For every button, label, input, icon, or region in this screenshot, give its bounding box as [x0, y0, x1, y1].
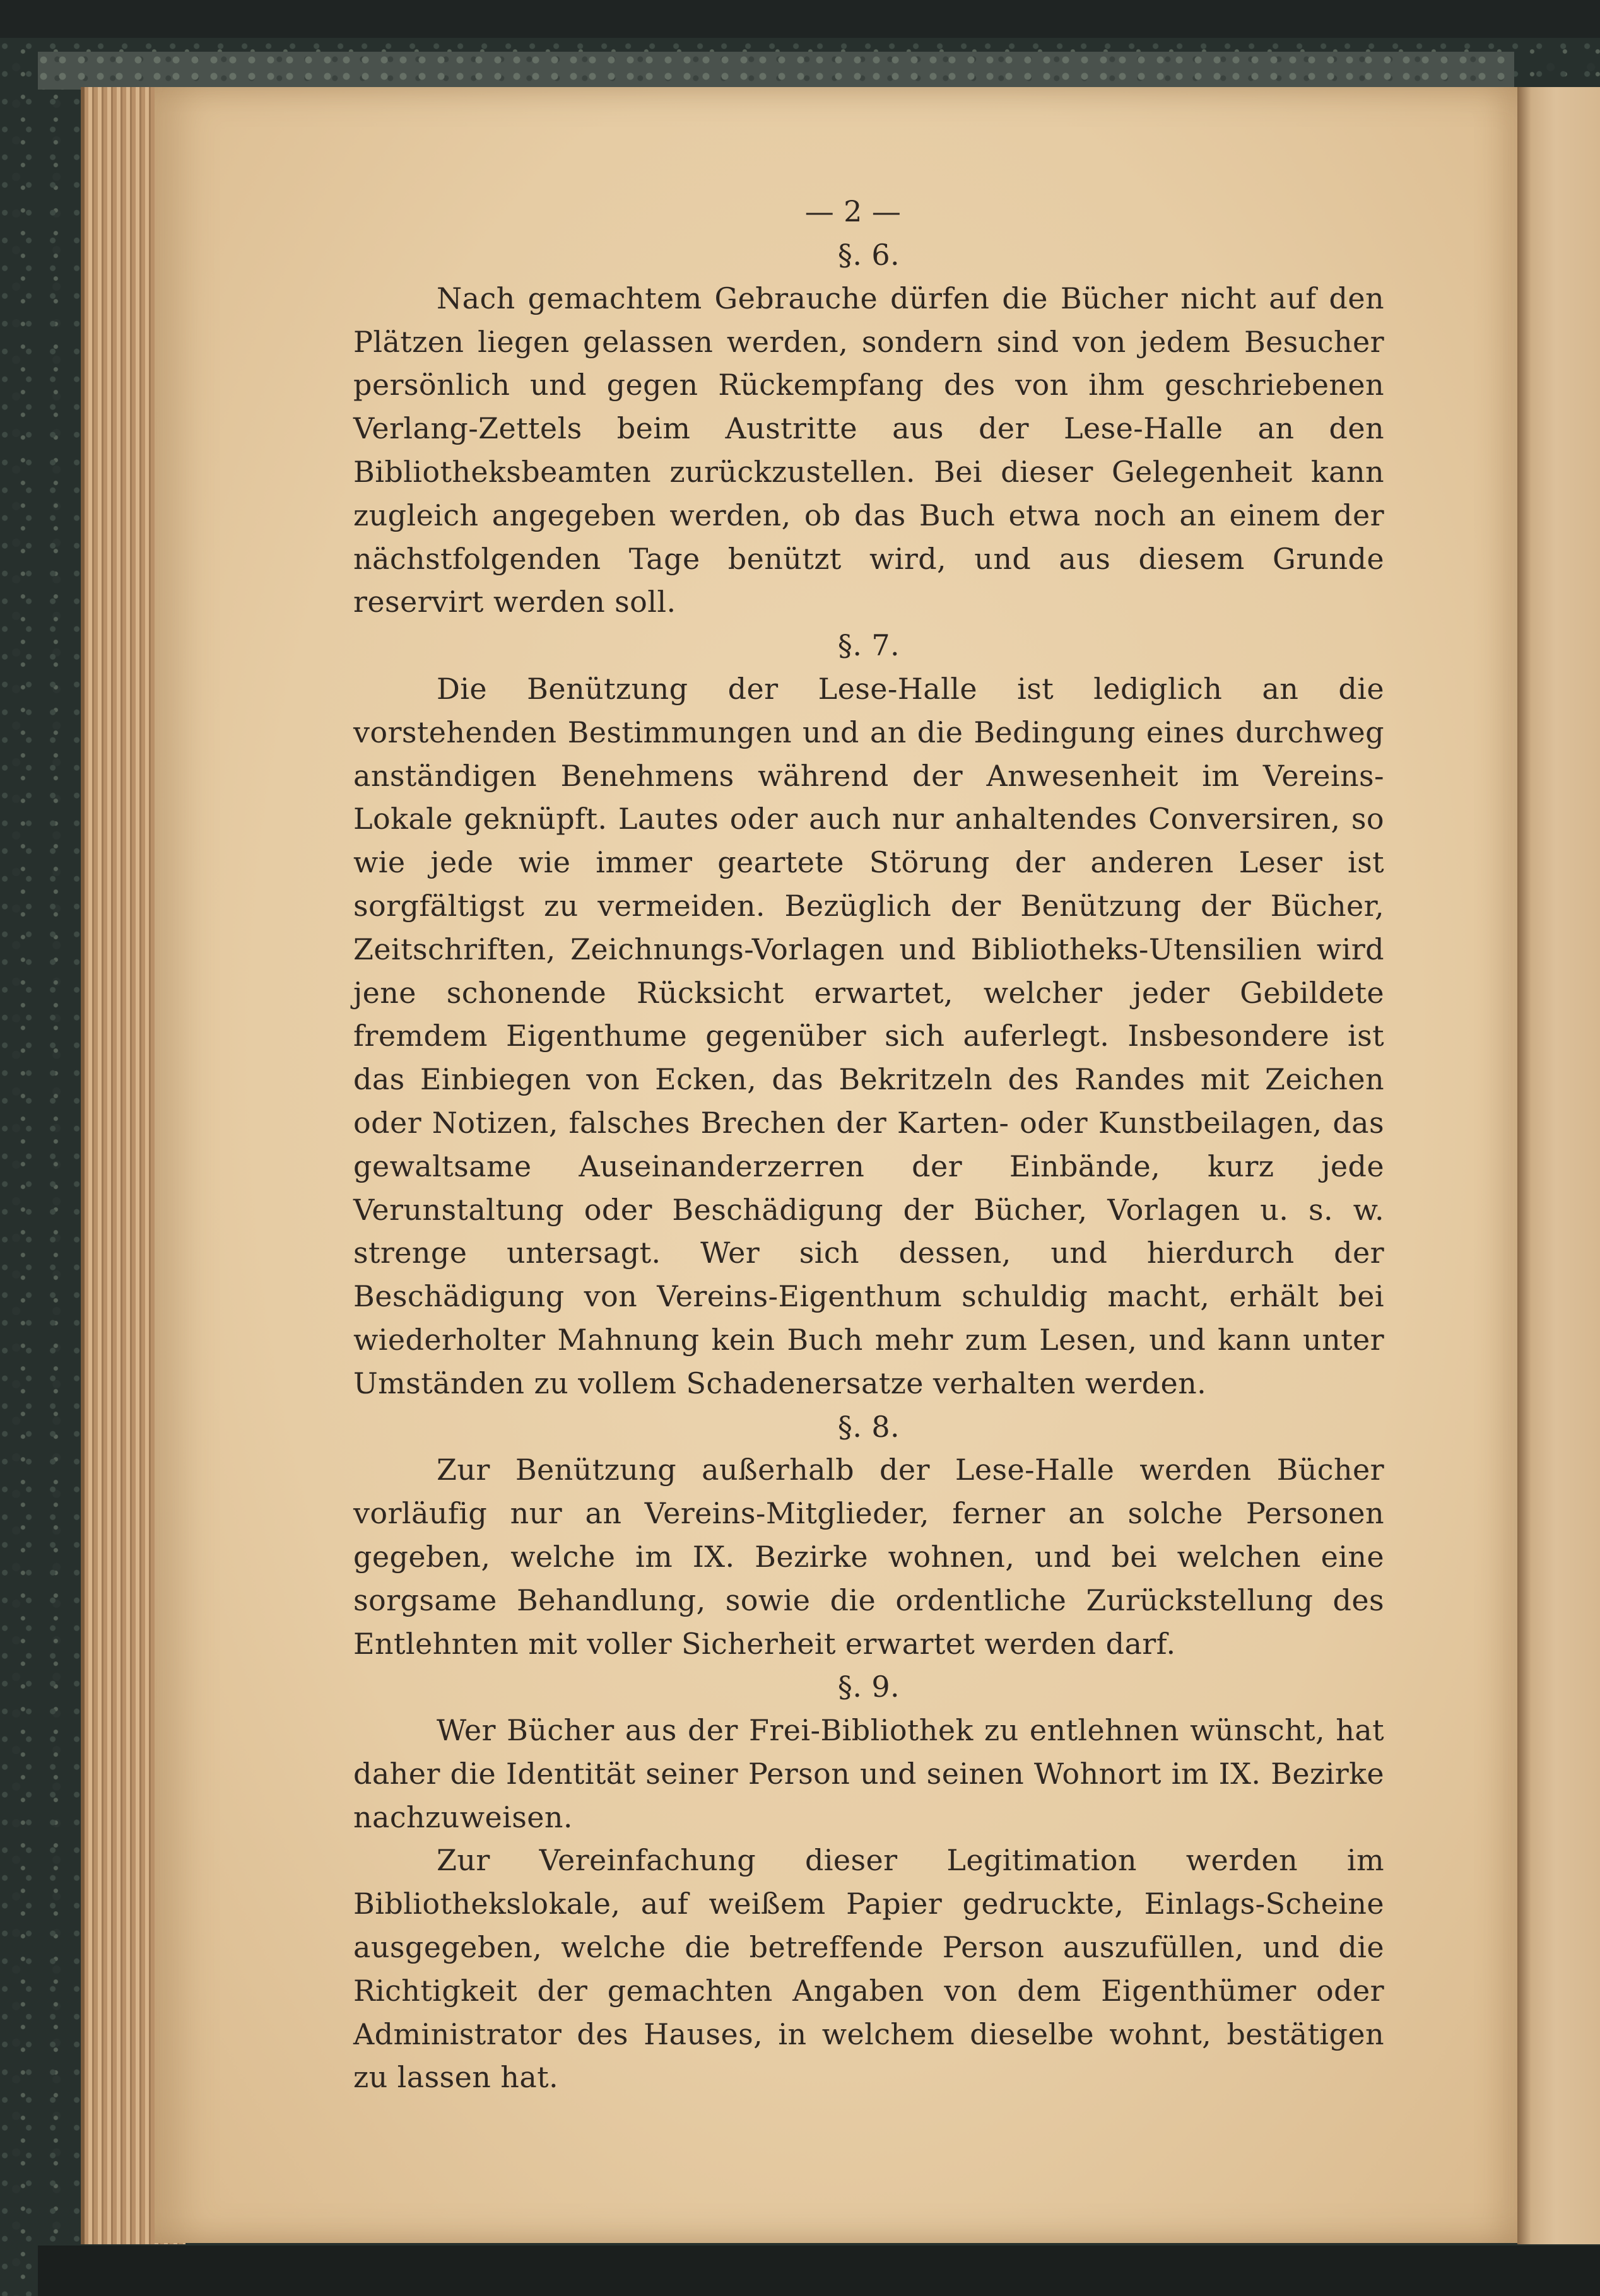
- cover-marbled-edge: [38, 52, 1514, 90]
- paragraph: Zur Benützung außerhalb der Lese-Halle werden Bücher vorläufig nur an Vereins-Mitglieder, ferner an solche Personen gegeben, welche im IX. Bezirke wohnen, und bei welchen eine sorgsame Behandlung, sowie die ordentliche Zurückstellung des Entlehnten mit voller Sicherheit erwartet werden darf.: [353, 1453, 1384, 1661]
- page-number: — 2 —: [804, 194, 902, 228]
- facing-page-edge: [1517, 87, 1600, 2244]
- paragraph: Zur Vereinfachung dieser Legitimation werden im Bibliothekslokale, auf weißem Papier gedruckte, Einlags-Scheine ausgegeben, welche die betreffende Person auszufüllen, und die Richtigkeit der gemachten Angaben von dem Eigenthümer oder Administrator des Hauses, in welchem dieselbe wohnt, bestätigen zu lassen hat.: [353, 1843, 1384, 2095]
- section-title: §. 7.: [837, 628, 900, 663]
- paragraph: Die Benützung der Lese-Halle ist lediglich an die vorstehenden Bestimmungen und an die Bedingung eines durchweg anständigen Benehmens während der Anwesenheit im Vereins-Lokale geknüpft. Lautes oder auch nur anhaltendes Conversiren, so wie jede wie immer geartete Störung der anderen Leser ist sorgfältigst zu vermeiden. Bezüglich der Benützung der Bücher, Zeitschriften, Zeichnungs-Vorlagen und Bibliotheks-Utensilien wird jene schonende Rücksicht erwartet, welcher jeder Gebildete fremdem Eigenthume gegenüber sich auferlegt. Insbesondere ist das Einbiegen von Ecken, das Bekritzeln des Randes mit Zeichen oder Notizen, falsches Brechen der Karten- oder Kunstbeilagen, das gewaltsame Auseinanderzerren der Einbände, kurz jede Verunstaltung oder Beschädigung der Bücher, Vorlagen u. s. w. strenge untersagt. Wer sich dessen, und hierdurch der Beschädigung von Vereins-Eigenthum schuldig macht, erhält bei wiederholter Mahnung kein Buch mehr zum Lesen, und kann unter Umständen zu vollem Schadenersatze verhalten werden.: [353, 671, 1384, 1400]
- cover-bottom-edge: [38, 2246, 1600, 2296]
- paragraph: Nach gemachtem Gebrauche dürfen die Bücher nicht auf den Plätzen liegen gelassen werden, sondern sind von jedem Besucher persönlich und gegen Rückempfang des von ihm geschriebenen Verlang-Zettels beim Austritte aus der Lese-Halle an den Bibliotheksbeamten zurückzustellen. Bei dieser Gelegenheit kann zugleich angegeben werden, ob das Buch etwa noch an einem der nächstfolgenden Tage benützt wird, und aus diesem Grunde reservirt werden soll.: [353, 281, 1384, 619]
- paragraph: Wer Bücher aus der Frei-Bibliothek zu entlehnen wünscht, hat daher die Identität seiner Person und seinen Wohnort im IX. Bezirke nachzuweisen.: [353, 1713, 1384, 1834]
- section-title: §. 8.: [837, 1409, 900, 1444]
- section-title: §. 9.: [837, 1670, 900, 1704]
- page-text: [353, 189, 1384, 2099]
- section-title: §. 6.: [837, 238, 900, 272]
